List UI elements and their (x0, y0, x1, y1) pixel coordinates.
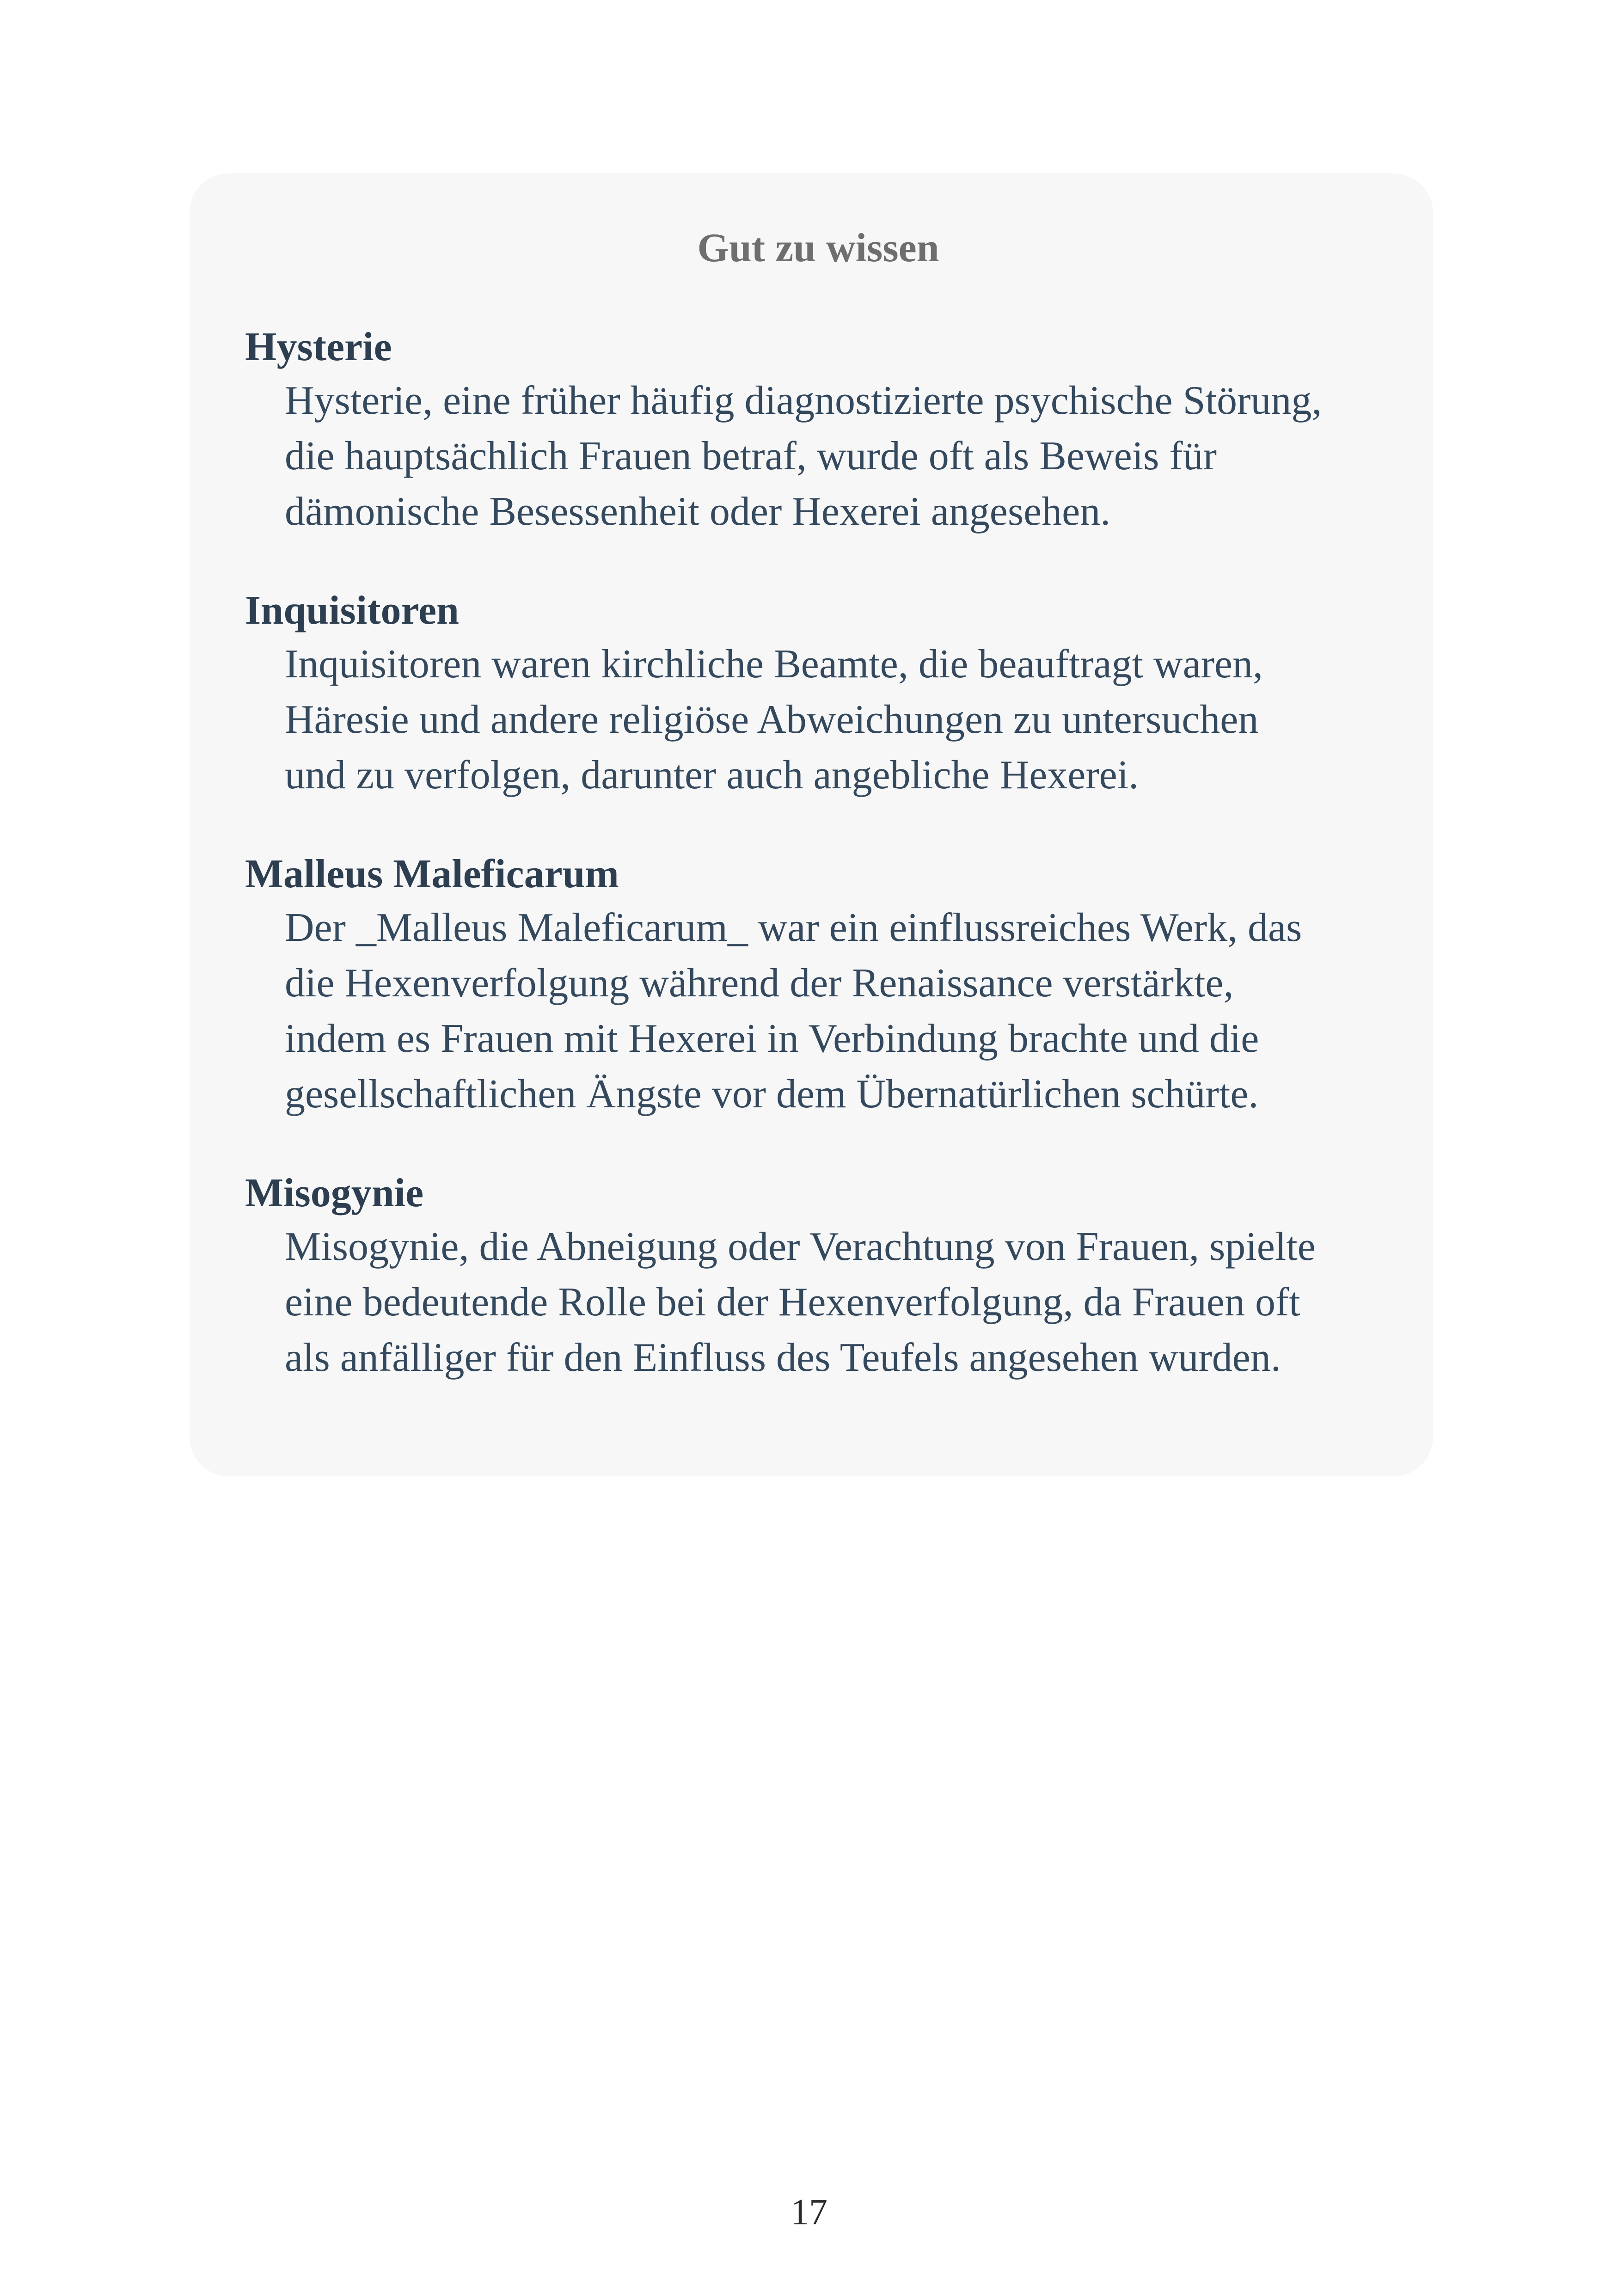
glossary-term: Misogynie (245, 1171, 424, 1216)
glossary-definition: Der _Malleus Maleficarum_ war ein einflussreiches Werk, das die Hexenverfolgung während der Renaissance verstärkte, indem es Frauen mit Hexerei in Verbindung brachte und die gesellschaftlichen Ängste vor dem Übernatürlichen schürte. (285, 905, 1302, 1117)
glossary-term: Malleus Maleficarum (245, 852, 619, 896)
glossary-definition: Inquisitoren waren kirchliche Beamte, die beauftragt waren, Häresie und andere religiöse Abweichungen zu untersuchen und zu verfolgen, darunter auch angebliche Hexerei. (285, 642, 1263, 798)
glossary-term: Inquisitoren (245, 588, 459, 633)
glossary-definition: Hysterie, eine früher häufig diagnostizierte psychische Störung, die hauptsächlich Frauen betraf, wurde oft als Beweis für dämonische Besessenheit oder Hexerei angesehen. (285, 378, 1322, 534)
glossary-definition: Misogynie, die Abneigung oder Verachtung von Frauen, spielte eine bedeutende Rolle bei der Hexenverfolgung, da Frauen oft als anfälliger für den Einfluss des Teufels angesehen wurden. (285, 1224, 1316, 1380)
glossary-term: Hysterie (245, 325, 392, 369)
info-box (190, 173, 1433, 1476)
page-number: 17 (791, 2192, 827, 2233)
glossary-entry-malleus-maleficarum (245, 848, 1391, 1122)
glossary-entry-hysterie (245, 321, 1391, 540)
glossary-entry-misogynie (245, 1167, 1391, 1386)
box-title: Gut zu wissen (697, 226, 939, 270)
glossary-entry-inquisitoren (245, 585, 1391, 803)
